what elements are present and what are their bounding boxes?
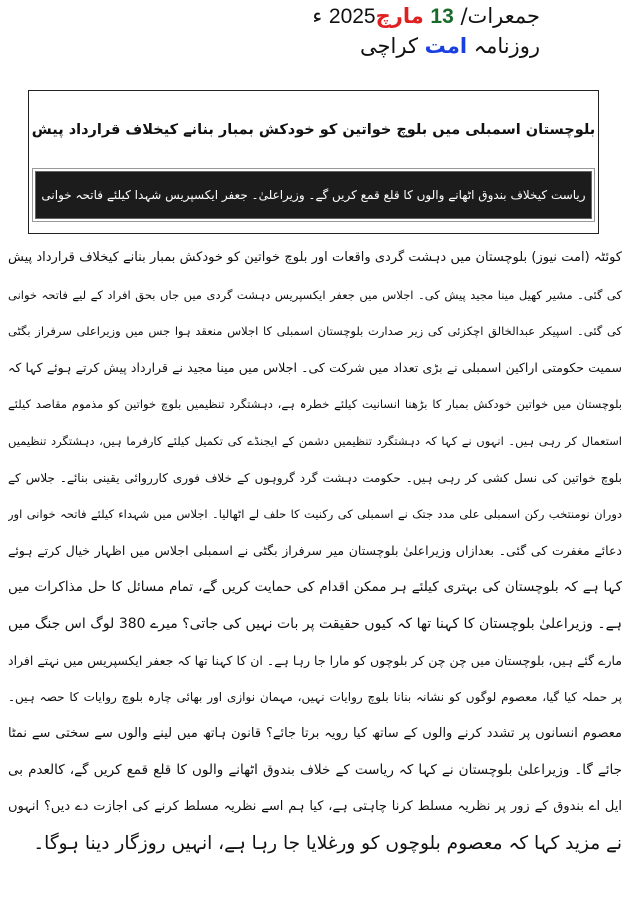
article-line: مارے گئے ہیں، بلوچستان میں چن چن کر بلوچوں کو مارا جا رہا ہے۔ ان کا کہنا تھا کہ جعفر ایکسپریس میں نہتے افراد xyxy=(8,652,622,668)
article-line: ایل اے بندوق کے زور پر نظریہ مسلط کرنا چاہتی ہے، کیا ہم اسے نظریہ مسلط کرنے کی اجازت دے دیں؟ انہوں xyxy=(8,798,622,814)
article-line: کی گئی۔ اسپیکر عبدالخالق اچکزئی کی زیر صدارت بلوچستان اسمبلی کا اجلاس منعقد ہوا جس میں وزیراعلی سرفراز بگٹی xyxy=(8,324,622,339)
article-line: ہے۔ وزیراعلیٰ بلوچستان کا کہنا تھا کہ کیوں حقیقت پر بات نہیں کی جاتی؟ میرے 380 لوگ اس جنگ میں xyxy=(8,615,622,632)
article-line: کہا ہے کہ بلوچستان کی بہتری کیلئے ہر ممکن اقدام کی حمایت کریں گے، تمام مسائل کا حل مذاکرات میں xyxy=(8,579,622,596)
headline-box xyxy=(28,90,599,234)
date-month: مارچ xyxy=(375,4,424,28)
article-line: کی گئی۔ مشیر کھیل مینا مجید پیش کی۔ اجلاس میں جعفر ایکسپریس دہشت گردی میں جاں بحق افراد کے لیے فاتحہ خوانی xyxy=(8,287,622,302)
date-year: 2025 xyxy=(328,5,376,28)
masthead xyxy=(280,2,540,61)
article-line: بلوچ خواتین کی نسل کشی کر رہی ہیں۔ حکومت دہشت گرد گروہوں کے خلاف فوری کارروائی یقینی بنائے۔ جلاس کے xyxy=(8,470,622,485)
date-suffix: ء xyxy=(312,4,323,28)
article-line: دوران نومنتخب رکن اسمبلی علی مدد جتک نے اسمبلی کی رکنیت کا حلف لے اٹھالیا۔ اجلاس میں شہداء کیلئے فاتحہ خوانی اور xyxy=(8,507,622,522)
article-line: سمیت حکومتی اراکین اسمبلی نے بڑی تعداد میں شرکت کی۔ اجلاس میں مینا مجید نے قرارداد پیش کرتے ہوئے کہا کہ xyxy=(8,359,622,375)
article-line: استعمال کر رہی ہیں۔ انہوں نے کہا کہ دہشتگرد تنظیمیں دشمن کے ایجنڈے کی تکمیل کیلئے کارفرما ہیں، دہشتگرد تنظیمیں xyxy=(8,433,622,448)
article-line: نے مزید کہا کہ معصوم بلوچوں کو ورغلایا جا رہا ہے، انہیں روزگار دینا ہوگا۔ xyxy=(33,832,622,854)
article-body xyxy=(8,240,622,862)
headline: بلوچستان اسمبلی میں بلوچ خواتین کو خودکش بمبار بنانے کیخلاف قرارداد پیش xyxy=(31,122,596,138)
article-line: پر حملہ کیا گیا، معصوم لوگوں کو نشانہ بنانا بلوچ روایات نہیں، مہمان نوازی اور بھائی چارہ بلوچ روایات کا حصہ ہیں۔ xyxy=(8,690,622,705)
newspaper-brand: امت xyxy=(424,34,468,58)
article-line: کوئٹہ (امت نیوز) بلوچستان میں دہشت گردی واقعات اور بلوچ خواتین کو خودکش بمبار بنانے کیخلاف قرارداد پیش xyxy=(8,250,622,265)
date-day-number: 13 xyxy=(430,5,454,28)
article-line: دعائے مغفرت کی گئی۔ بعدازاں وزیراعلیٰ بلوچستان میر سرفراز بگٹی نے اسمبلی اجلاس میں اظہار خیال کرتے ہوئے xyxy=(8,542,622,558)
subheadline: ریاست کیخلاف بندوق اٹھانے والوں کا قلع قمع کریں گے۔ وزیراعلیٰ۔ جعفر ایکسپریس شہدا کیلئے فاتحہ خوانی xyxy=(41,188,586,202)
article-line: جائے گا۔ وزیراعلیٰ بلوچستان نے کہا کہ ریاست کے خلاف بندوق اٹھانے والوں کا قلع قمع کریں گے، کالعدم بی xyxy=(8,762,622,779)
dateline xyxy=(280,2,540,31)
weekday: جمعرات/ xyxy=(460,4,540,28)
newspaper-name xyxy=(280,31,540,61)
subheadline-bar xyxy=(35,171,592,219)
article-line: معصوم انسانوں پر تشدد کرنے والوں کے ساتھ کیا رویہ برتا جائے؟ قانون ہاتھ میں لینے والوں سے سختی سے نمٹا xyxy=(8,725,622,741)
newspaper-city: کراچی xyxy=(360,34,418,58)
article-line: بلوچستان میں خواتین خودکش بمبار کا بڑھنا انسانیت کیلئے خطرہ ہے، دہشتگرد تنظیمیں بلوچ خواتین کو مذموم مقاصد کیلئے xyxy=(8,397,622,412)
newspaper-prefix: روزنامہ xyxy=(473,34,540,58)
